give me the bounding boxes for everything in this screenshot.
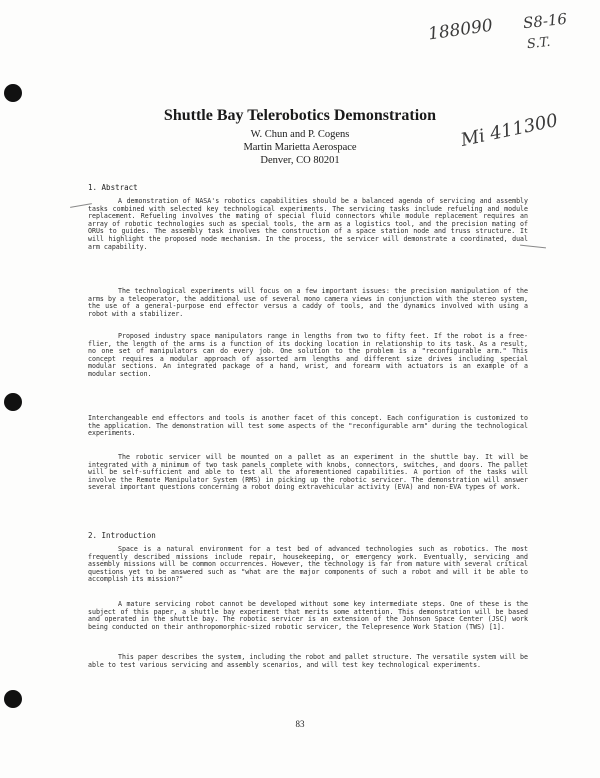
intro-paragraph-1: Space is a natural environment for a test bed of advanced technologies such as robotics. The most frequently described missions include repair, housekeeping, or emergency work. Eventually, servicing and assembly missions will be common occurrences. However, the technology is far from mature with several critical questions yet to be answered such as "what are the major components of such a robot and will it be able to accomplish its mission?"	[88, 545, 528, 584]
binder-hole-middle	[4, 393, 22, 411]
intro-paragraph-2: A mature servicing robot cannot be developed without some key intermediate steps. One of these is the subject of this paper, a shuttle bay experiment that merits some attention. This demonstration will be based and operated in the shuttle bay. The robotic servicer is an extension of the Johnson Space Center (JSC) work being conducted on their anthropomorphic-sized robotic servicer, the Telepresence Work Station (TWS) [1].	[88, 600, 528, 631]
handwritten-side-note: Mi 411300	[458, 109, 560, 152]
introduction-heading: 2. Introduction	[88, 531, 156, 540]
abstract-paragraph-2: The technological experiments will focus on a few important issues: the precision manipulation of the arms by a teleoperator, the additional use of several mono camera views in conjunction with the stereo system, the use of a general-purpose end effector versus a caddy of tools, and the dynamics involved with using a robot with a stabilizer.	[88, 287, 528, 318]
abstract-paragraph-1: A demonstration of NASA's robotics capabilities should be a balanced agenda of servicing and assembly tasks combined with selected key technological experiments. The servicing tasks include refueling and module replacement. Refueling involves the mating of special fluid connectors while module replacement requires an array of robotic technologies such as special tools, the arm as a logistics tool, and the precision mating of ORUs to guides. The assembly task involves the construction of a space station node and truss structure. It will highlight the proposed node mechanism. In the process, the servicer will demonstrate a coordinated, dual arm capability.	[88, 197, 528, 251]
abstract-heading: 1. Abstract	[88, 183, 138, 192]
intro-paragraph-3: This paper describes the system, including the robot and pallet structure. The versatile system will be able to test various servicing and assembly scenarios, and will test key technological experiments.	[88, 653, 528, 669]
page-number: 83	[295, 719, 305, 729]
handwritten-code-1: S8-16	[522, 9, 568, 33]
paper-authors: W. Chun and P. Cogens	[250, 129, 350, 140]
handwritten-accession-number: 188090	[426, 15, 494, 45]
abstract-paragraph-5: The robotic servicer will be mounted on a pallet as an experiment in the shuttle bay. It will be integrated with a minimum of two task panels complete with knobs, connectors, switches, and doors. The pallet will be self-sufficient and able to test all the aforementioned capabilities. A portion of the tasks will involve the Remote Manipulator System (RMS) in picking up the robotic servicer. The demonstration will answer several important questions concerning a robot doing extravehicular activity (EVA) and non-EVA types of work.	[88, 453, 528, 492]
handwritten-code-2: S.T.	[526, 34, 552, 53]
paper-affiliation: Martin Marietta Aerospace	[243, 142, 357, 153]
paper-location: Denver, CO 80201	[260, 155, 340, 166]
abstract-paragraph-4: Interchangeable end effectors and tools is another facet of this concept. Each configuration is customized to the application. The demonstration will test some aspects of the "reconfigurable arm" during the technological experiments.	[88, 414, 528, 438]
paper-title: Shuttle Bay Telerobotics Demonstration	[163, 107, 437, 124]
abstract-paragraph-3: Proposed industry space manipulators range in lengths from two to fifty feet. If the robot is a free-flier, the length of the arms is a function of its docking location in relationship to its task. As a result, no one set of manipulators can do every job. One solution to the problem is a "reconfigurable arm." This concept requires a modular approach of assorted arm lengths and different size drives including special modular sections. An integrated package of a hand, wrist, and forearm with actuators is an example of a modular section.	[88, 332, 528, 378]
binder-hole-top	[4, 84, 22, 102]
binder-hole-bottom	[4, 690, 22, 708]
